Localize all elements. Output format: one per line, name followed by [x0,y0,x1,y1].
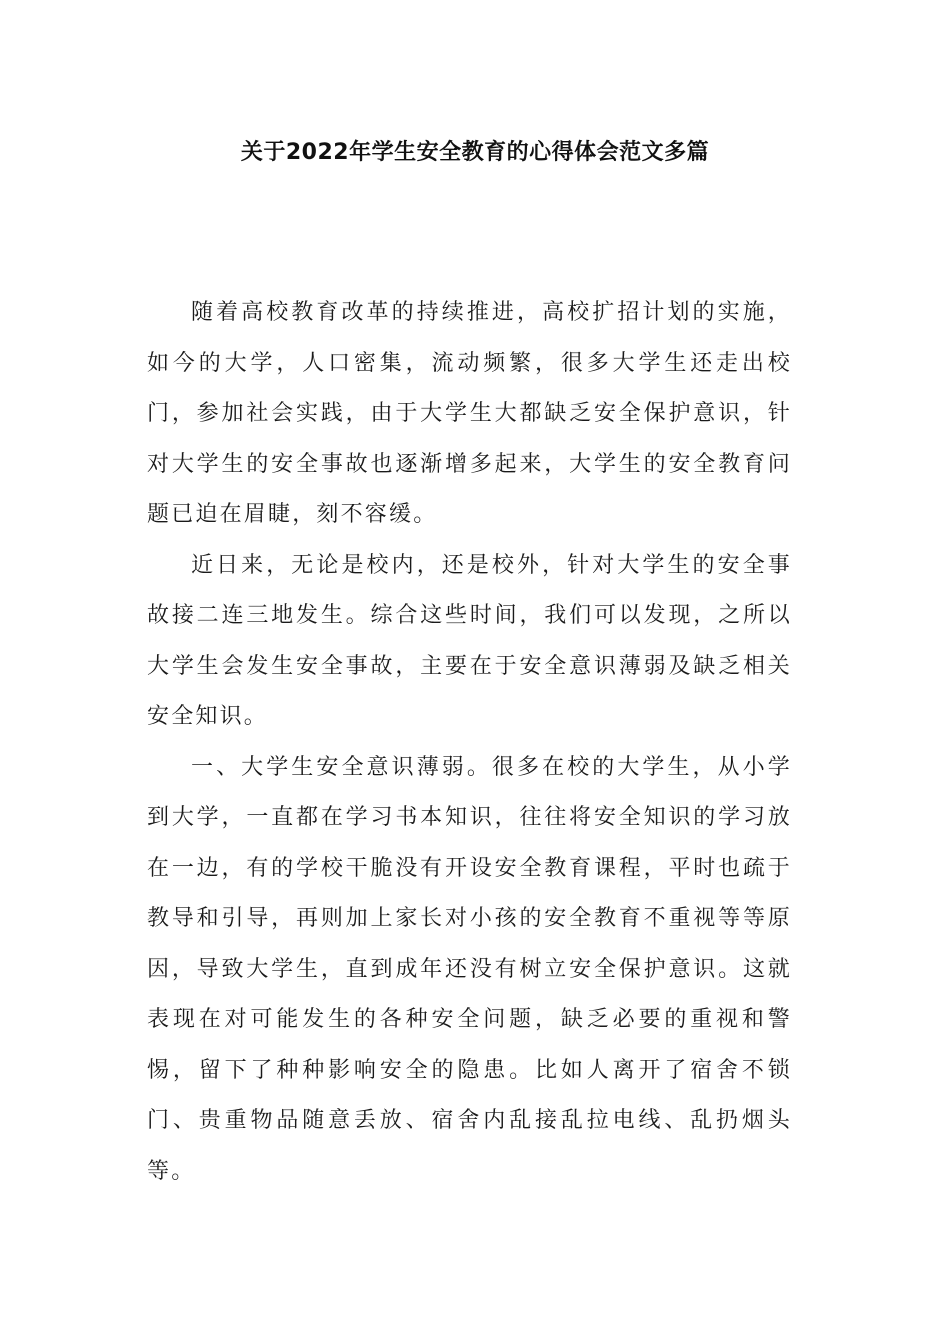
paragraph-3: 一、大学生安全意识薄弱。很多在校的大学生，从小学到大学，一直都在学习书本知识，往往将安全知识的学习放在一边，有的学校干脆没有开设安全教育课程，平时也疏于教导和引导，再则加上家长对小孩的安全教育不重视等等原因，导致大学生，直到成年还没有树立安全保护意识。这就表现在对可能发生的各种安全问题，缺乏必要的重视和警惕，留下了种种影响安全的隐患。比如人离开了宿舍不锁门、贵重物品随意丢放、宿舍内乱接乱拉电线、乱扔烟头等。 [147,754,792,1184]
document-title: 关于2022年学生安全教育的心得体会范文多篇 [240,140,710,165]
paragraph-2: 近日来，无论是校内，还是校外，针对大学生的安全事故接二连三地发生。综合这些时间，我们可以发现，之所以大学生会发生安全事故，主要在于安全意识薄弱及缺乏相关安全知识。 [147,552,792,729]
paragraph-1: 随着高校教育改革的持续推进，高校扩招计划的实施，如今的大学，人口密集，流动频繁，很多大学生还走出校门，参加社会实践，由于大学生大都缺乏安全保护意识，针对大学生的安全事故也逐渐增多起来，大学生的安全教育问题已迫在眉睫，刻不容缓。 [147,300,792,527]
document-body [147,288,792,1197]
